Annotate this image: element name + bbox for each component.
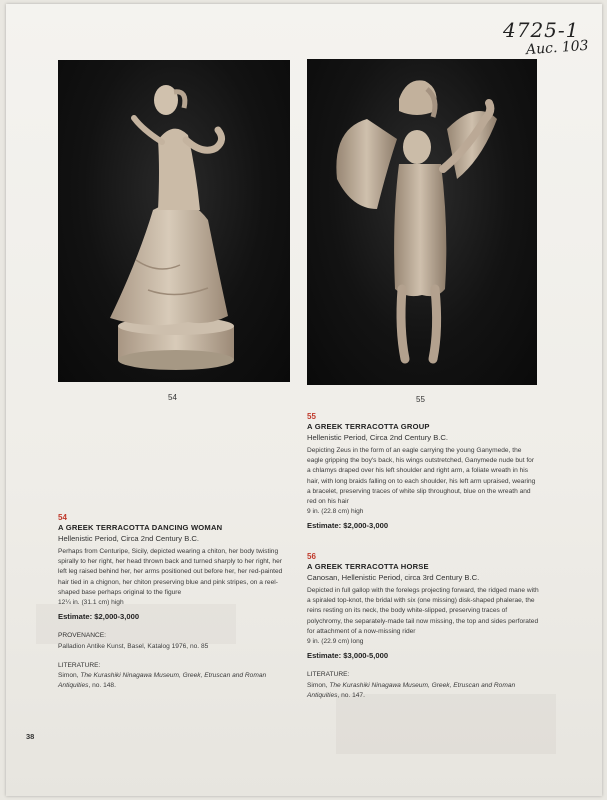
lot-dimensions: 12¼ in. (31.1 cm) high: [58, 599, 124, 607]
lot-title: A GREEK TERRACOTTA DANCING WOMAN: [58, 523, 223, 532]
literature-label: LITERATURE:: [58, 661, 101, 669]
catalog-page: [6, 4, 602, 796]
lot-description: Depicting Zeus in the form of an eagle carrying the young Ganymede, the eagle gripping the boy's back, his wings outstretched, Ganymede nude but for a chlamys draped over his left shoulder and right arm, a foliate wreath in his hair, with long braids falling on to each shoulder, his left arm upraised, wearing a bracelet, preserving traces of white slip throughout, blue on the wreath and red on his hair: [307, 447, 536, 506]
lot-number: 55: [307, 412, 316, 421]
lot-entry-55: [307, 412, 539, 532]
lot-number: 54: [58, 513, 67, 522]
lot-entry-56: [307, 552, 539, 701]
lot-estimate: Estimate: $2,000-3,000: [58, 612, 140, 622]
lot-period: Hellenistic Period, Circa 2nd Century B.C.: [307, 433, 448, 442]
photo-caption-55: 55: [416, 395, 425, 404]
lot-period: Hellenistic Period, Circa 2nd Century B.C.: [58, 534, 199, 543]
handwritten-auction-note: Auc. 103: [525, 37, 590, 59]
lot-estimate: Estimate: $3,000-5,000: [307, 651, 389, 661]
lot-description: Perhaps from Centuripe, Sicily, depicted wearing a chiton, her body twisting spirally to her right, her head thrown back and turned sharply to her right, her left leg raised behind her, her arms positioned out before her, her red-painted hair tied in a chignon, her chiton preserving blue and pink stripes, on a reel-shaped base perhaps original to the figure: [58, 548, 283, 596]
literature-label: LITERATURE:: [307, 671, 350, 679]
lot-title: A GREEK TERRACOTTA HORSE: [307, 562, 429, 571]
photo-lot-55: [307, 59, 537, 385]
lot-entry-54: [58, 513, 290, 691]
provenance-label: PROVENANCE:: [58, 632, 106, 640]
lot-period: Canosan, Hellenistic Period, circa 3rd Century B.C.: [307, 573, 480, 582]
lot-title: A GREEK TERRACOTTA GROUP: [307, 422, 430, 431]
literature-reference: Simon, The Kurashiki Ninagawa Museum, Greek, Etruscan and Roman Antiquities, no. 148.: [58, 672, 267, 690]
provenance-text: Palladion Antike Kunst, Basel, Katalog 1976, no. 85: [58, 642, 209, 650]
literature-reference: Simon, The Kurashiki Ninagawa Museum, Greek, Etruscan and Roman Antiquities, no. 147.: [307, 681, 516, 699]
handwritten-lot-reference: 4725-1: [503, 18, 580, 42]
lot-dimensions: 9 in. (22.9 cm) long: [307, 638, 364, 646]
photo-lot-54: [58, 60, 290, 382]
terracotta-zeus-ganymede-group: [307, 59, 537, 385]
lot-dimensions: 9 in. (22.8 cm) high: [307, 508, 364, 516]
bleed-through: [336, 694, 556, 754]
page-number: 38: [26, 732, 35, 741]
lot-description: Depicted in full gallop with the forelegs projecting forward, the ridged mane with a spiraled top-knot, the bridal with six (one missing) disk-shaped phalerae, the reins resting on its neck, the body white-slipped, preserving traces of polychromy, the separately-made tail now missing, the top and sides perforated for attachment of a now-missing rider: [307, 587, 539, 635]
lot-number: 56: [307, 552, 316, 561]
terracotta-dancing-woman-figure: [58, 60, 290, 382]
photo-caption-54: 54: [168, 393, 177, 402]
lot-estimate: Estimate: $2,000-3,000: [307, 521, 389, 531]
